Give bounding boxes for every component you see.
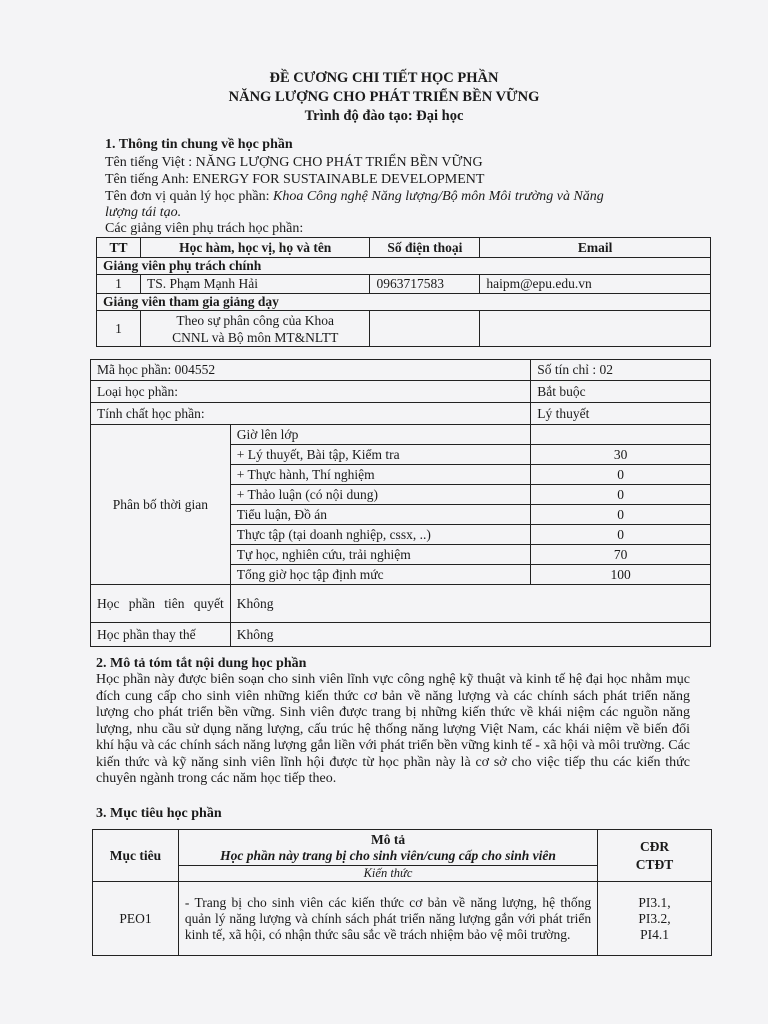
cell-tt: 1 — [97, 275, 141, 294]
section1-title: 1. Thông tin chung về học phần — [105, 137, 293, 152]
prerequisite-value: Không — [230, 585, 710, 623]
section2-body: Học phần này được biên soạn cho sinh viên lĩnh vực công nghệ kỹ thuật và kinh tế hệ đại học nhằm mục đích cung cấp cho sinh viên những kiến thức cơ bản về năng lượng và các chính sách phát triển năng lượng cho phát triển bền vững. Sinh viên được trang bị những kiến thức về khái niệm các nguồn năng lượng, nhu cầu sử dụng năng lượng, cấu trúc hệ thống năng lượng Việt Nam, các khái niệm về biến đổi khí hậu và các chính sách năng lượng gắn liền với phát triển bền vững kinh tế - xã hội và môi trường. Các kiến thức và kỹ năng sinh viên lĩnh hội được từ học phần này là cơ sở cho việc tiếp thu các kiến thức chuyên ngành trong các năm học tiếp theo. — [96, 672, 690, 786]
lecturer-table-header — [97, 238, 711, 258]
course-name-vi: Tên tiếng Việt : NĂNG LƯỢNG CHO PHÁT TRIỂN BỀN VỮNG — [105, 155, 483, 170]
cell-name — [140, 311, 370, 347]
course-type-value: Bắt buộc — [531, 381, 711, 403]
time-row-label: Giờ lên lớp — [230, 425, 530, 445]
time-row-label: + Thảo luận (có nội dung) — [230, 485, 530, 505]
time-row-value: 70 — [531, 545, 711, 565]
col-name: Học hàm, học vị, họ và tên — [140, 238, 370, 258]
objective-id: PEO1 — [93, 882, 179, 956]
section3-title: 3. Mục tiêu học phần — [96, 806, 222, 821]
course-credits: Số tín chỉ : 02 — [531, 360, 711, 381]
col-tt: TT — [97, 238, 141, 258]
time-row-label: Tự học, nghiên cứu, trải nghiệm — [230, 545, 530, 565]
time-row-value: 100 — [531, 565, 711, 585]
time-row-label: Tiểu luận, Đồ án — [230, 505, 530, 525]
cell-name: TS. Phạm Mạnh Hải — [140, 275, 370, 294]
objective-description: - Trang bị cho sinh viên các kiến thức cơ bản về năng lượng, hệ thống quản lý năng lượng và chính sách phát triển năng lượng gắn với phát triển kinh tế, xã hội, có nhận thức sâu sắc về trách nhiệm bảo vệ môi trường. — [178, 882, 597, 956]
course-type-label: Loại học phần: — [91, 381, 531, 403]
time-row-value: 0 — [531, 485, 711, 505]
cell-phone — [370, 311, 480, 347]
table-row — [97, 311, 711, 347]
cdr-item: PI3.2, — [638, 910, 671, 926]
time-row-label: Thực tập (tại doanh nghiệp, cssx, ..) — [230, 525, 530, 545]
lecturers-label: Các giảng viên phụ trách học phần: — [105, 221, 304, 236]
col-cdr-line2: CTĐT — [635, 856, 674, 872]
cell-name-line1: Theo sự phân công của Khoa — [176, 312, 335, 328]
time-allocation-label: Phân bố thời gian — [91, 425, 231, 585]
cdr-item: PI4.1 — [640, 926, 669, 942]
col-email: Email — [480, 238, 711, 258]
prerequisite-label: Học phần tiên quyết — [91, 585, 231, 623]
table-row — [93, 882, 712, 956]
knowledge-subheader: Kiến thức — [178, 866, 597, 882]
group-teaching-lecturers: Giảng viên tham gia giảng dạy — [97, 294, 711, 311]
cell-email — [480, 311, 711, 347]
objective-cdr — [598, 882, 712, 956]
time-row-value: 0 — [531, 505, 711, 525]
group-main-lecturer: Giảng viên phụ trách chính — [97, 258, 711, 275]
cell-tt: 1 — [97, 311, 141, 347]
objectives-table — [92, 829, 712, 956]
managing-unit-value-cont: lượng tái tạo. — [105, 205, 182, 220]
course-nature-label: Tính chất học phần: — [91, 403, 531, 425]
time-row-value: 30 — [531, 445, 711, 465]
time-row-label: + Lý thuyết, Bài tập, Kiểm tra — [230, 445, 530, 465]
col-objective: Mục tiêu — [93, 830, 179, 882]
col-cdr — [598, 830, 712, 882]
replacement-value: Không — [230, 623, 710, 647]
managing-unit-label: Tên đơn vị quản lý học phần: — [105, 189, 273, 204]
managing-unit-value: Khoa Công nghệ Năng lượng/Bộ môn Môi trường và Năng — [272, 189, 604, 204]
cell-email: haipm@epu.edu.vn — [480, 275, 711, 294]
col-description — [178, 830, 597, 866]
cell-phone: 0963717583 — [370, 275, 480, 294]
section2-title: 2. Mô tả tóm tắt nội dung học phần — [96, 656, 307, 671]
time-row-value: 0 — [531, 525, 711, 545]
cdr-item: PI3.1, — [638, 894, 671, 910]
course-code: Mã học phần: 004552 — [91, 360, 531, 381]
managing-unit — [105, 189, 604, 205]
doc-title-line2: NĂNG LƯỢNG CHO PHÁT TRIỂN BỀN VỮNG — [228, 89, 540, 105]
doc-title-line3: Trình độ đào tạo: Đại học — [304, 108, 464, 124]
table-row — [97, 275, 711, 294]
time-row-value — [531, 425, 711, 445]
col-description-subtitle: Học phần này trang bị cho sinh viên/cung cấp cho sinh viên — [220, 847, 556, 863]
time-row-label: + Thực hành, Thí nghiệm — [230, 465, 530, 485]
col-phone: Số điện thoại — [370, 238, 480, 258]
doc-title-line1: ĐỀ CƯƠNG CHI TIẾT HỌC PHẦN — [269, 70, 499, 86]
course-name-en: Tên tiếng Anh: ENERGY FOR SUSTAINABLE DEVELOPMENT — [105, 172, 485, 187]
time-row-label: Tổng giờ học tập định mức — [230, 565, 530, 585]
time-row-value: 0 — [531, 465, 711, 485]
lecturer-table — [96, 237, 711, 347]
col-cdr-line1: CĐR — [639, 838, 670, 854]
course-info-table — [90, 359, 711, 647]
cell-name-line2: CNNL và Bộ môn MT&NLTT — [172, 329, 339, 345]
course-nature-value: Lý thuyết — [531, 403, 711, 425]
col-description-title: Mô tả — [370, 831, 406, 847]
replacement-label: Học phần thay thế — [91, 623, 231, 647]
